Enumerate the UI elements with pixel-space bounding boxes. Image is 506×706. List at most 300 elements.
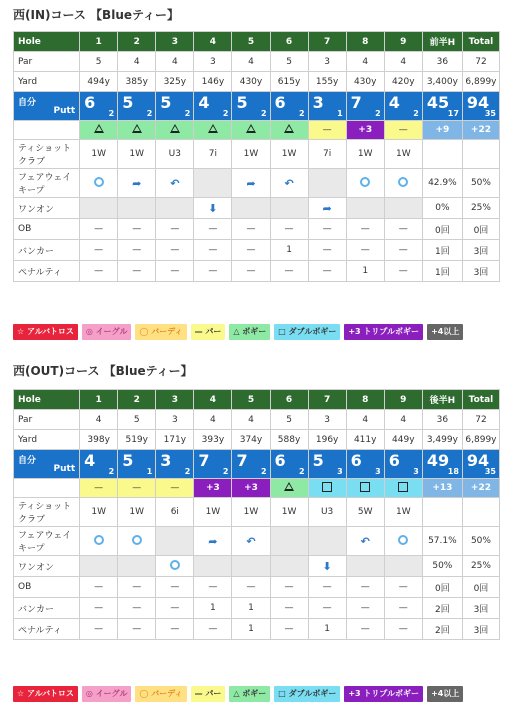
- ob-row: [14, 577, 500, 598]
- stroke-count: 7: [236, 451, 248, 470]
- yard-value: 3,400y: [422, 72, 462, 92]
- hole-number: 4: [194, 390, 232, 410]
- tee-club-value: 1W: [232, 140, 270, 169]
- stroke-cell: [308, 450, 346, 479]
- par-value: 5: [80, 52, 118, 72]
- penalty-value: —: [194, 261, 232, 282]
- putt-count: 2: [299, 109, 305, 118]
- hole-number: 1: [80, 390, 118, 410]
- fairway-keep-value: [118, 527, 156, 556]
- stroke-cell: [384, 450, 422, 479]
- ob-value: —: [194, 577, 232, 598]
- legend-double-bogey: □ ダブルボギー: [274, 324, 340, 340]
- fairway-hit-icon: [360, 177, 370, 187]
- bunker-row: [14, 240, 500, 261]
- score-mark-label: [14, 479, 80, 498]
- yard-value: 374y: [232, 430, 270, 450]
- ob-value: —: [156, 577, 194, 598]
- stroke-cell: [118, 450, 156, 479]
- fairway-keep-value: [270, 169, 308, 198]
- fairway-keep-value: [270, 527, 308, 556]
- one-on-value: [194, 198, 232, 219]
- fairway-keep-value: [118, 169, 156, 198]
- putt-count: 2: [184, 467, 191, 476]
- self-score-row: [14, 92, 500, 121]
- score-mark: [308, 479, 346, 498]
- hole-number: 6: [270, 32, 308, 52]
- yard-value: 325y: [156, 72, 194, 92]
- tee-club-value: 1W: [80, 498, 118, 527]
- par-value: 36: [422, 52, 462, 72]
- par-value: 4: [346, 52, 384, 72]
- score-mark: —: [80, 479, 118, 498]
- ob-value: —: [270, 219, 308, 240]
- short-arrow-icon: ⬇: [208, 201, 218, 215]
- bogey-triangle-icon: [170, 124, 180, 133]
- one-on-value: [156, 556, 194, 577]
- stroke-cell: [462, 450, 499, 479]
- bunker-value: —: [194, 240, 232, 261]
- tee-club-value: 1W: [194, 498, 232, 527]
- yard-value: 519y: [118, 430, 156, 450]
- hole-number: 9: [384, 390, 422, 410]
- putt-count: 2: [108, 467, 115, 476]
- miss-right-arrow-icon: ➦: [132, 176, 142, 190]
- ob-value: —: [118, 577, 156, 598]
- score-mark: [384, 479, 422, 498]
- fairway-keep-value: [80, 169, 118, 198]
- self-label-cell: [14, 450, 80, 479]
- out-course-title: 西(OUT)コース 【Blueティー】: [13, 364, 193, 378]
- score-mark: —: [156, 479, 194, 498]
- putt-count: 2: [375, 109, 381, 118]
- bunker-value: —: [346, 240, 384, 261]
- one-on-value: [270, 198, 308, 219]
- tee-club-value: [422, 140, 462, 169]
- score-mark: [156, 121, 194, 140]
- hole-label: Hole: [14, 32, 80, 52]
- penalty-label: ペナルティ: [14, 261, 80, 282]
- yard-value: 171y: [156, 430, 194, 450]
- score-mark: —: [384, 121, 422, 140]
- one-on-value: [384, 556, 422, 577]
- stroke-count: 7: [350, 93, 362, 112]
- ob-value: 0回: [462, 577, 499, 598]
- bunker-value: —: [270, 598, 308, 619]
- yard-value: 588y: [270, 430, 308, 450]
- putt-count: 2: [222, 109, 229, 118]
- score-mark: —: [308, 121, 346, 140]
- bunker-row: [14, 598, 500, 619]
- yard-value: 420y: [384, 72, 422, 92]
- one-on-value: [232, 556, 270, 577]
- penalty-value: —: [118, 619, 156, 640]
- hole-number: 3: [156, 390, 194, 410]
- par-value: 4: [232, 52, 270, 72]
- fairway-keep-row: [14, 527, 500, 556]
- tee-club-value: 6i: [156, 498, 194, 527]
- legend-double-bogey: □ ダブルボギー: [274, 686, 340, 702]
- score-legend: [13, 324, 463, 340]
- yard-value: 494y: [80, 72, 118, 92]
- bunker-value: —: [308, 240, 346, 261]
- one-on-value: [118, 198, 156, 219]
- putt-label: Putt: [53, 106, 76, 116]
- stroke-cell: [270, 92, 308, 121]
- tee-club-value: 1W: [384, 140, 422, 169]
- one-on-value: [308, 198, 346, 219]
- double-bogey-square-icon: [398, 482, 408, 492]
- putt-count: 3: [413, 467, 419, 476]
- fairway-hit-icon: [398, 177, 408, 187]
- one-on-value: [346, 556, 384, 577]
- one-on-value: [346, 198, 384, 219]
- bunker-value: 1回: [422, 240, 462, 261]
- stroke-cell: [270, 450, 308, 479]
- yard-value: 411y: [346, 430, 384, 450]
- ob-value: —: [118, 219, 156, 240]
- fairway-keep-value: [156, 527, 194, 556]
- score-mark-row: [14, 121, 500, 140]
- par-value: 4: [232, 410, 270, 430]
- legend-quad-plus: +4以上: [427, 324, 463, 340]
- hole-label: Hole: [14, 390, 80, 410]
- fairway-keep-value: 50%: [462, 169, 499, 198]
- fairway-keep-value: [156, 169, 194, 198]
- yard-value: 155y: [308, 72, 346, 92]
- in-scorecard-table: [13, 31, 500, 282]
- legend-birdie: ◯ バーディ: [135, 324, 186, 340]
- yard-label: Yard: [14, 430, 80, 450]
- out-scorecard-table: [13, 389, 500, 640]
- legend-quad-plus: +4以上: [427, 686, 463, 702]
- putt-count: 2: [260, 109, 267, 118]
- self-score-row: [14, 450, 500, 479]
- putt-count: 17: [447, 109, 459, 118]
- hole-number: 2: [118, 32, 156, 52]
- bunker-label: バンカー: [14, 598, 80, 619]
- in-course-title: 西(IN)コース 【Blueティー】: [13, 8, 180, 22]
- score-mark: +9: [422, 121, 462, 140]
- stroke-cell: [194, 92, 232, 121]
- ob-value: 0回: [462, 219, 499, 240]
- one-on-value: 25%: [462, 198, 499, 219]
- yard-value: 146y: [194, 72, 232, 92]
- tee-club-value: U3: [308, 498, 346, 527]
- penalty-value: —: [80, 261, 118, 282]
- ob-value: —: [270, 577, 308, 598]
- one-on-value: [270, 556, 308, 577]
- stroke-count: 6: [274, 93, 286, 112]
- ob-value: —: [232, 577, 270, 598]
- yard-value: 6,899y: [462, 430, 499, 450]
- one-on-value: [156, 198, 194, 219]
- penalty-value: —: [384, 619, 422, 640]
- tee-club-value: 1W: [270, 498, 308, 527]
- ob-value: —: [156, 219, 194, 240]
- par-value: 4: [156, 52, 194, 72]
- bunker-value: —: [80, 240, 118, 261]
- score-mark: +3: [232, 479, 270, 498]
- putt-count: 18: [447, 467, 459, 476]
- fairway-keep-value: [384, 169, 422, 198]
- par-value: 4: [346, 410, 384, 430]
- legend-birdie: ◯ バーディ: [135, 686, 186, 702]
- ob-value: —: [384, 219, 422, 240]
- legend-eagle: ◎ イーグル: [82, 324, 132, 340]
- putt-label: Putt: [53, 464, 76, 474]
- penalty-value: —: [270, 619, 308, 640]
- yard-row: [14, 72, 500, 92]
- par-value: 72: [462, 52, 499, 72]
- score-mark: +22: [462, 479, 499, 498]
- bunker-value: —: [232, 240, 270, 261]
- yard-value: 6,899y: [462, 72, 499, 92]
- stroke-count: 49: [426, 451, 450, 470]
- bunker-value: 3回: [462, 240, 499, 261]
- hole-number: 5: [232, 390, 270, 410]
- stroke-cell: [80, 92, 118, 121]
- penalty-value: —: [384, 261, 422, 282]
- bunker-value: —: [80, 598, 118, 619]
- one-on-value: [308, 556, 346, 577]
- stroke-count: 94: [466, 93, 490, 112]
- hole-number: Total: [462, 32, 499, 52]
- fairway-keep-row: [14, 169, 500, 198]
- self-label: 自分: [18, 456, 37, 466]
- par-value: 4: [384, 52, 422, 72]
- penalty-value: 3回: [462, 261, 499, 282]
- putt-count: 35: [484, 109, 496, 118]
- ob-value: —: [346, 577, 384, 598]
- stroke-count: 94: [466, 451, 490, 470]
- penalty-label: ペナルティ: [14, 619, 80, 640]
- stroke-count: 6: [388, 451, 400, 470]
- yard-value: 398y: [80, 430, 118, 450]
- stroke-cell: [156, 450, 194, 479]
- par-label: Par: [14, 410, 80, 430]
- bunker-value: —: [156, 598, 194, 619]
- hole-number: 前半H: [422, 32, 462, 52]
- par-value: 4: [80, 410, 118, 430]
- legend-albatross: ☆ アルバトロス: [13, 324, 78, 340]
- tee-club-value: [462, 140, 499, 169]
- stroke-count: 5: [312, 451, 324, 470]
- ob-label: OB: [14, 577, 80, 598]
- penalty-value: 3回: [462, 619, 499, 640]
- stroke-count: 3: [312, 93, 324, 112]
- tee-club-value: 5W: [346, 498, 384, 527]
- ob-value: —: [308, 577, 346, 598]
- score-mark: —: [118, 479, 156, 498]
- bogey-triangle-icon: [246, 124, 256, 133]
- ob-row: [14, 219, 500, 240]
- ob-value: 0回: [422, 577, 462, 598]
- tee-club-value: 1W: [270, 140, 308, 169]
- stroke-cell: [194, 450, 232, 479]
- putt-count: 3: [337, 467, 343, 476]
- legend-par: — パー: [191, 324, 226, 340]
- miss-left-arrow-icon: ↶: [246, 534, 256, 548]
- score-mark: [270, 121, 308, 140]
- par-value: 5: [270, 52, 308, 72]
- penalty-value: 2回: [422, 619, 462, 640]
- ob-value: —: [80, 219, 118, 240]
- par-value: 5: [270, 410, 308, 430]
- yard-value: 3,499y: [422, 430, 462, 450]
- par-value: 36: [422, 410, 462, 430]
- bunker-value: —: [308, 598, 346, 619]
- hole-number: 後半H: [422, 390, 462, 410]
- ob-value: —: [346, 219, 384, 240]
- miss-right-arrow-icon: ➦: [322, 201, 332, 215]
- yard-value: 430y: [346, 72, 384, 92]
- fairway-hit-icon: [398, 535, 408, 545]
- bunker-value: —: [384, 240, 422, 261]
- fairway-keep-value: [232, 169, 270, 198]
- par-row: [14, 410, 500, 430]
- bunker-value: —: [118, 598, 156, 619]
- tee-club-label: ティショット クラブ: [14, 140, 80, 169]
- tee-club-value: 1W: [118, 140, 156, 169]
- tee-club-row: [14, 498, 500, 527]
- putt-count: 2: [413, 109, 419, 118]
- yard-value: 196y: [308, 430, 346, 450]
- stroke-cell: [232, 92, 270, 121]
- ob-value: —: [384, 577, 422, 598]
- penalty-value: —: [156, 261, 194, 282]
- bunker-value: 1: [194, 598, 232, 619]
- putt-count: 2: [222, 467, 229, 476]
- penalty-value: 1: [346, 261, 384, 282]
- one-on-value: [384, 198, 422, 219]
- bogey-triangle-icon: [284, 124, 294, 133]
- fairway-keep-value: 57.1%: [422, 527, 462, 556]
- yard-value: 393y: [194, 430, 232, 450]
- self-label: 自分: [18, 98, 37, 108]
- par-value: 5: [118, 410, 156, 430]
- tee-club-value: U3: [156, 140, 194, 169]
- double-bogey-square-icon: [360, 482, 370, 492]
- putt-count: 2: [184, 109, 191, 118]
- par-value: 4: [194, 410, 232, 430]
- one-on-value: [194, 556, 232, 577]
- par-value: 3: [194, 52, 232, 72]
- score-legend: [13, 686, 463, 702]
- one-on-value: 0%: [422, 198, 462, 219]
- miss-left-arrow-icon: ↶: [170, 176, 180, 190]
- stroke-cell: [346, 450, 384, 479]
- tee-club-value: 1W: [384, 498, 422, 527]
- one-on-value: 50%: [422, 556, 462, 577]
- miss-left-arrow-icon: ↶: [284, 176, 294, 190]
- stroke-count: 6: [350, 451, 362, 470]
- stroke-count: 3: [160, 451, 172, 470]
- fairway-keep-value: [194, 169, 232, 198]
- ob-value: —: [308, 219, 346, 240]
- par-row: [14, 52, 500, 72]
- one-on-label: ワンオン: [14, 198, 80, 219]
- par-label: Par: [14, 52, 80, 72]
- miss-right-arrow-icon: ➦: [208, 534, 218, 548]
- bogey-triangle-icon: [208, 124, 218, 133]
- stroke-count: 4: [388, 93, 400, 112]
- yard-value: 430y: [232, 72, 270, 92]
- stroke-count: 4: [84, 451, 96, 470]
- hole-number: 5: [232, 32, 270, 52]
- penalty-value: 1: [308, 619, 346, 640]
- hole-number: Total: [462, 390, 499, 410]
- fairway-keep-value: [346, 169, 384, 198]
- score-mark: +22: [462, 121, 499, 140]
- hole-header-row: [14, 32, 500, 52]
- one-on-value: [232, 198, 270, 219]
- penalty-value: 1: [232, 619, 270, 640]
- double-bogey-square-icon: [322, 482, 332, 492]
- one-on-row: [14, 198, 500, 219]
- stroke-cell: [462, 92, 499, 121]
- hole-number: 4: [194, 32, 232, 52]
- score-mark: [118, 121, 156, 140]
- score-mark: +3: [346, 121, 384, 140]
- penalty-value: —: [80, 619, 118, 640]
- bunker-label: バンカー: [14, 240, 80, 261]
- yard-label: Yard: [14, 72, 80, 92]
- fairway-keep-label: フェアウェイ キープ: [14, 527, 80, 556]
- self-label-cell: [14, 92, 80, 121]
- stroke-cell: [156, 92, 194, 121]
- stroke-cell: [422, 450, 462, 479]
- tee-club-value: [422, 498, 462, 527]
- score-mark: [270, 479, 308, 498]
- legend-triple-bogey: +3 トリプルボギー: [344, 686, 423, 702]
- score-mark: [194, 121, 232, 140]
- stroke-count: 6: [84, 93, 96, 112]
- one-on-value: [80, 198, 118, 219]
- bogey-triangle-icon: [284, 482, 294, 491]
- fairway-keep-value: [194, 527, 232, 556]
- stroke-cell: [80, 450, 118, 479]
- fairway-keep-value: 50%: [462, 527, 499, 556]
- par-value: 4: [118, 52, 156, 72]
- penalty-value: —: [194, 619, 232, 640]
- tee-club-value: 7i: [194, 140, 232, 169]
- stroke-count: 45: [426, 93, 450, 112]
- putt-count: 35: [484, 467, 496, 476]
- ob-label: OB: [14, 219, 80, 240]
- miss-left-arrow-icon: ↶: [360, 534, 370, 548]
- tee-club-value: 1W: [118, 498, 156, 527]
- bunker-value: 1: [232, 598, 270, 619]
- fairway-keep-value: [80, 527, 118, 556]
- par-value: 72: [462, 410, 499, 430]
- fairway-keep-label: フェアウェイ キープ: [14, 169, 80, 198]
- fairway-keep-value: 42.9%: [422, 169, 462, 198]
- fairway-hit-icon: [132, 535, 142, 545]
- penalty-value: —: [232, 261, 270, 282]
- miss-right-arrow-icon: ➦: [246, 176, 256, 190]
- hole-number: 7: [308, 390, 346, 410]
- hole-header-row: [14, 390, 500, 410]
- par-value: 3: [156, 410, 194, 430]
- par-value: 3: [308, 410, 346, 430]
- putt-count: 1: [337, 109, 343, 118]
- hole-number: 3: [156, 32, 194, 52]
- one-on-value: 25%: [462, 556, 499, 577]
- score-mark: +3: [194, 479, 232, 498]
- stroke-cell: [422, 92, 462, 121]
- putt-count: 3: [375, 467, 381, 476]
